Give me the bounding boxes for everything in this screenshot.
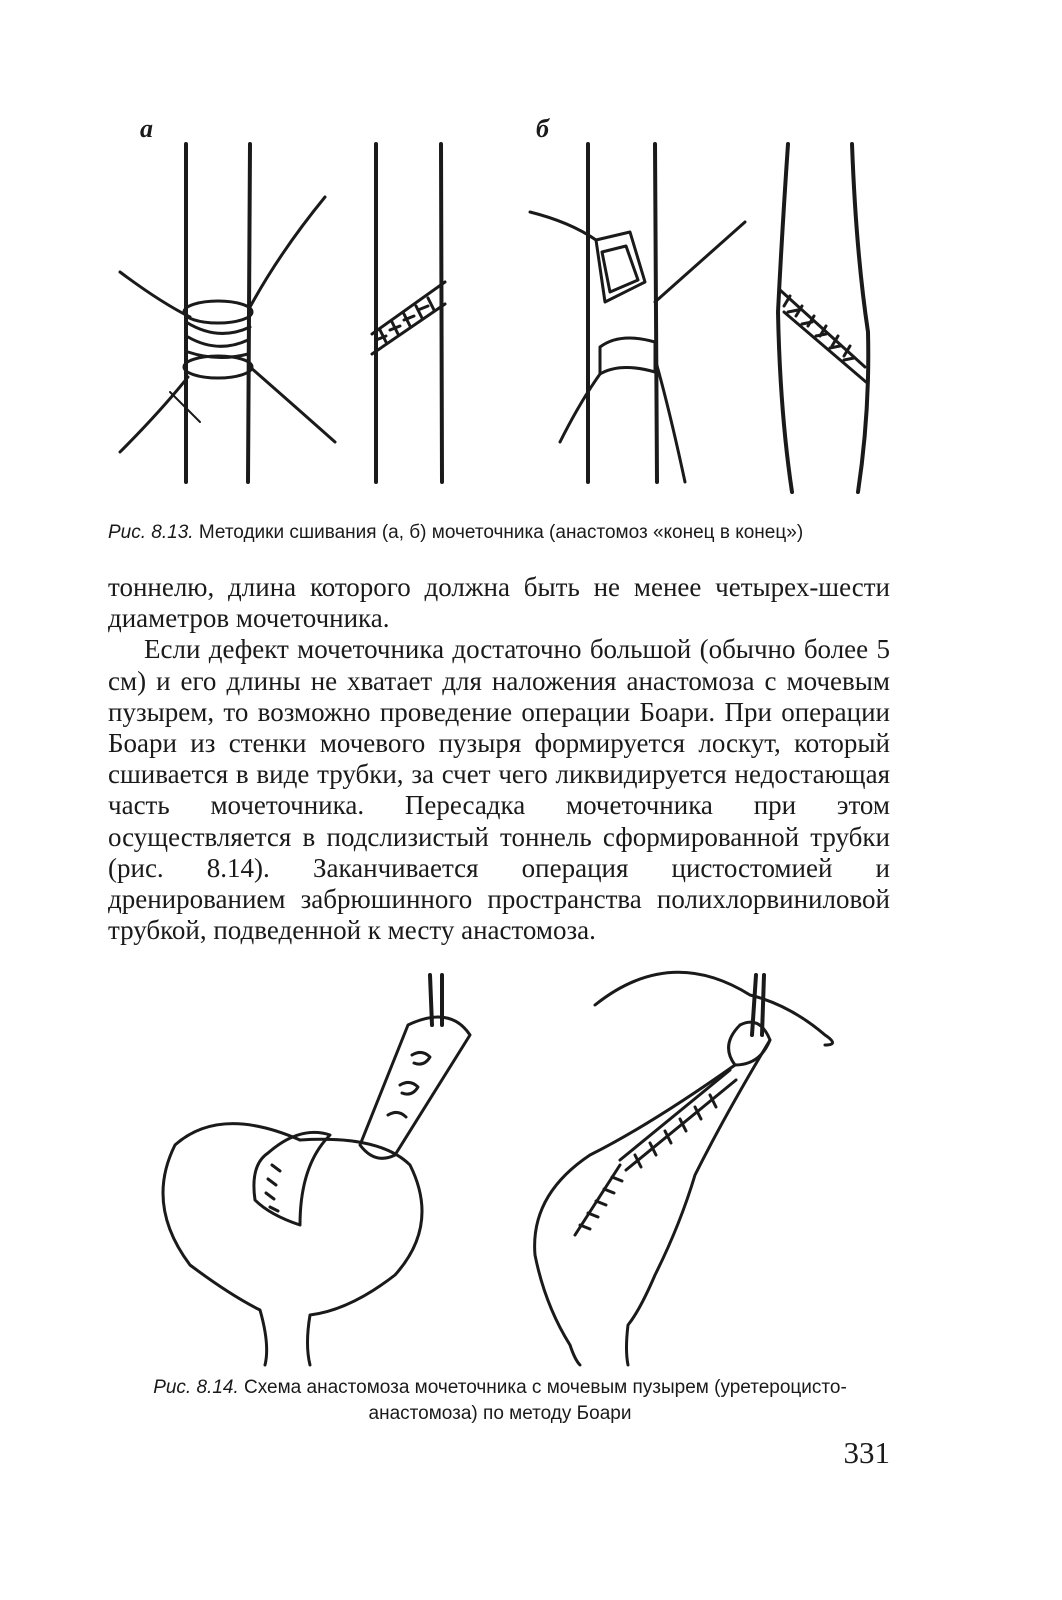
ureter-a-suturing — [120, 144, 335, 482]
bladder-with-flap — [163, 975, 470, 1365]
figure-8-14-caption-number: Рис. 8.14. — [153, 1377, 239, 1398]
bladder-boari-tube — [535, 972, 833, 1365]
paragraph-1: тоннелю, длина которого должна быть не менее четырех-шести диаметров мочеточника. — [108, 572, 890, 634]
figure-8-14-caption — [105, 1375, 895, 1427]
figure-8-13-caption-number: Рис. 8.13. — [108, 522, 194, 543]
ureter-b-sutured — [778, 144, 868, 492]
figure-8-13 — [100, 112, 900, 502]
page-number: 331 — [843, 1435, 890, 1470]
ureter-b-suturing — [530, 144, 745, 482]
figure-8-13-caption-text: Методики сшивания (а, б) мочеточника (анастомоз «конец в конец») — [198, 522, 804, 543]
figure-8-14 — [150, 965, 890, 1370]
figure-8-14-caption-text: Схема анастомоза мочеточника с мочевым пузырем (уретероцисто-анастомоза) по методу Боари — [244, 1377, 847, 1424]
ureter-a-sutured — [372, 144, 445, 482]
ureter-suture-illustration — [100, 112, 900, 502]
panel-label-a: а — [140, 114, 153, 143]
paragraph-2: Если дефект мочеточника достаточно большой (обычно более 5 см) и его длины не хватает для наложения анастомоза с мочевым пузырем, то возможно проведение операции Боари. При операции Боари из стенки мочевого пузыря формируется лоскут, который сшивается в виде трубки, за счет чего ликвидируется недостающая часть мочеточника. Пересадка мочеточника при этом осуществляется в подслизистый тоннель сформированной трубки (рис. 8.14). Заканчивается операция цистостомией и дренированием забрюшинного пространства полихлорвиниловой трубкой, подведенной к месту анастомоза. — [108, 634, 890, 946]
figure-8-13-caption — [108, 520, 908, 546]
panel-label-b: б — [536, 114, 549, 143]
body-text — [108, 572, 890, 946]
boari-flap-illustration — [150, 965, 890, 1370]
